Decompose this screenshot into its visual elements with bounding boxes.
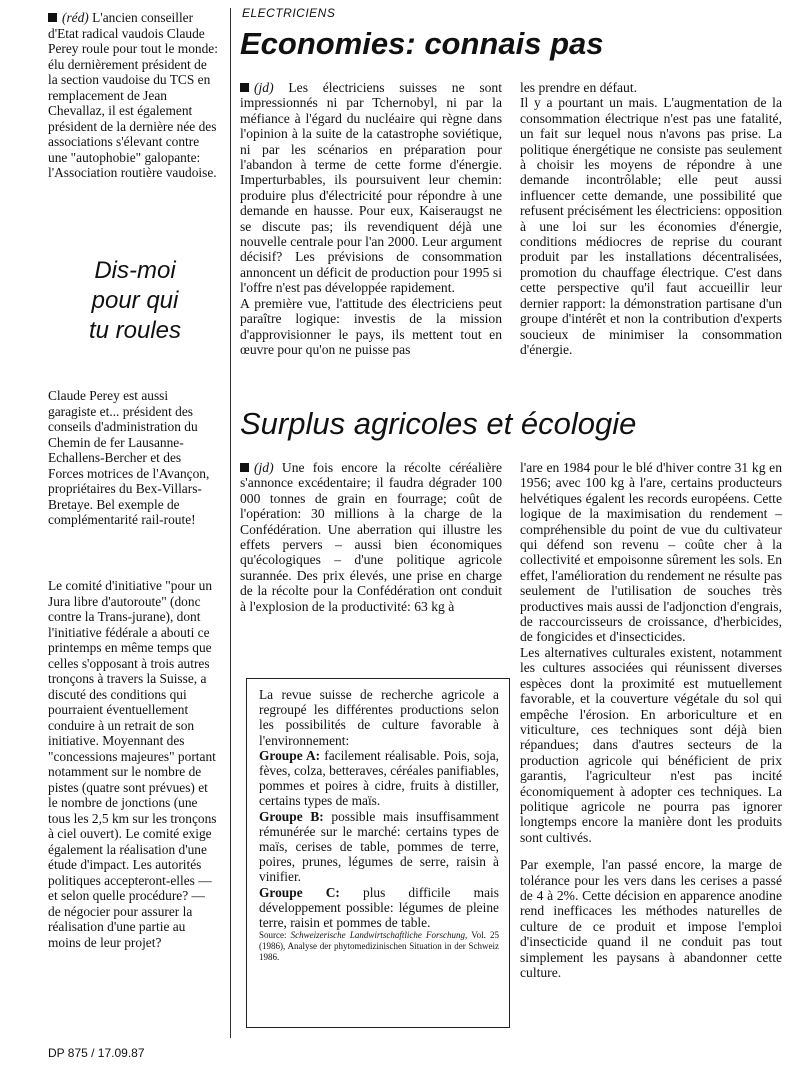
- left-para-1: [48, 388, 218, 528]
- box-source-label: Source:: [259, 930, 287, 941]
- article1-kicker: ELECTRICIENS: [242, 6, 336, 20]
- article2-col2-para2: Les alternatives culturales existent, notamment les cultures associées qui réunissent diverses espèces dont la proximité est mutuellement favorable, et la couverture végétale du sol qui empêche l'érosion. En arboriculture et en viticulture, ces techniques sont déjà bien répandues; dans d'autres secteurs de la production agricole qui bénéficient de prix garantis, l'agriculteur n'est pas incité économiquement à adopter ces techniques. La politique agricole ne pourra pas ignorer longtemps encore la manière dont les produits sont cultivés.: [520, 644, 782, 845]
- article1-col2-para2: Il y a pourtant un mais. L'augmentation de la consommation électrique n'est pas une fatalité, un fait sur lequel nous n'avons pas prise. La politique énergétique ne consiste pas seulement à choisir les moyens de répondre à une demande incontrôlable; elle peut aussi influencer cette demande, une possibilité que refusent précisément les électriciens: opposition à une loi sur les économies d'énergie, conditions médiocres de reprise du courant produit par les installations décentralisées, promotion du chauffage électrique. C'est dans cette perspective qu'il faut accueillir leur dernier rapport: la démonstration partisane d'un groupe d'intérêt et non la contribution d'experts soucieux de minimiser la consommation d'énergie.: [520, 95, 782, 357]
- article1-col1: [240, 80, 502, 357]
- pull-quote: [70, 256, 200, 346]
- pull-quote-line-1: Dis-moi: [94, 257, 176, 284]
- bullet-square-icon: [48, 13, 57, 22]
- article1-byline: (jd): [254, 80, 274, 95]
- article2-col2: [520, 460, 782, 980]
- box-group-c-text: plus difficile mais développement possible: légumes de pleine terre, raisin et pommes de table.: [259, 884, 499, 931]
- article1-headline: Economies: connais pas: [240, 26, 604, 61]
- article1-col1-para2: A première vue, l'attitude des électriciens peut paraître logique: investis de la mission d'approvisionner le pays, ils mettent tout en œuvre pour qu'on ne puisse pas: [240, 295, 502, 357]
- article2-col2-para1: l'are en 1984 pour le blé d'hiver contre 31 kg en 1956; avec 100 kg à l'are, certains producteurs helvétiques égalent les records européens. Cette logique de la maximisation du rendement – compréhensible du point de vue du cultivateur qui défend son revenu – coûte cher à la collectivité et empoisonne sûrement les sols. En effet, l'amélioration du rendement ne résulte pas seulement de l'utilisation de souches très productives mais aussi de l'adjonction d'engrais, de raccourcisseurs de croissance, d'herbicides, de fongicides et d'insecticides.: [520, 460, 782, 645]
- info-box-content: [259, 687, 499, 963]
- article2-col1-text: Une fois encore la récolte céréalière s'annonce excédentaire; il faudra dégrader 100 000 tonnes de grain en fourrage; coût de l'opération: 30 millions à la charge de la Confédération. Une aberration qui illustre les effets pervers – aussi bien économiques qu'écologiques – d'une politique agricole surannée. Des prix élevés, une prise en charge de la récolte pour la Confédération ont conduit à l'explosion de la productivité: 63 kg à: [240, 460, 502, 614]
- box-source-journal: Schweizerische Landwirtschaftliche Forschung,: [290, 930, 468, 941]
- left-para-2: [48, 578, 218, 950]
- bullet-square-icon: [240, 463, 249, 472]
- box-group-b-label: Groupe B:: [259, 808, 324, 824]
- bullet-square-icon: [240, 83, 249, 92]
- box-group-a: [259, 748, 499, 809]
- column-divider: [230, 8, 231, 1038]
- info-box: [246, 678, 510, 1028]
- pull-quote-line-2: pour qui: [91, 287, 179, 314]
- left-paragraph-2-text: Le comité d'initiative "pour un Jura libre d'autoroute" (donc contre la Trans-jurane), dont l'initiative fédérale a abouti ce printemps en même temps que celles s'opposant à trois autres tronçons à travers la Suisse, a discuté des conditions qui pourraient éventuellement conduire à un retrait de son initiative. Moyennant des "concessions majeures" portant notamment sur le nombre de pistes (quatre sont prévues) et le nombre de jonctions (une tous les 2,5 km sur les tronçons à ciel ouvert). Le comité exige également la réalisation d'une étude d'impact. Les autorités politiques accepteront-elles — et selon quelle procédure? — de négocier pour assurer la réalisation d'une partie au moins de leur projet?: [48, 578, 217, 950]
- left-paragraph-1-text: Claude Perey est aussi garagiste et... président des conseils d'administration du Chemin de fer Lausanne-Echallens-Bercher et des Forces motrices de l'Avançon, propriétaires du Bex-Villars-Bretaye. Bel exemple de complémentarité rail-route!: [48, 388, 210, 527]
- intro-text: L'ancien conseiller d'Etat radical vaudois Claude Perey roule pour tout le monde: élu dernièrement président de la section vaudoise du TCS en remplacement de Jean Chevallaz, il est également président de la dernière née des associations s'élevant contre une "autophobie" galopante: l'Association routière vaudoise.: [48, 10, 218, 180]
- article2-col1: [240, 460, 502, 614]
- box-group-c: [259, 885, 499, 931]
- article2-col2-para3: Par exemple, l'an passé encore, la marge de tolérance pour les vers dans les cerises a passé de 4 à 2%. Cette décision en apparence anodine rend inefficaces les méthodes naturelles de culture de ce produit et impose l'emploi d'insecticide quand il ne conduit pas tout simplement les paysans à abandonner cette culture.: [520, 857, 782, 980]
- issue-footer: DP 875 / 17.09.87: [48, 1046, 145, 1060]
- intro-tag: (réd): [62, 10, 89, 25]
- article1-col2: [520, 80, 782, 357]
- pull-quote-line-3: tu roules: [88, 317, 182, 344]
- article1-col1-text: Les électriciens suisses ne sont impressionnés ni par Tchernobyl, ni par la méfiance à l'égard du nucléaire qui règne dans l'opinion à la suite de la catastrophe soviétique, ni par les scénarios en préparation pour l'abandon à terme de cette forme d'énergie. Imperturbables, ils poursuivent leur chemin: produire plus d'électricité pour répondre à une demande en hausse. Pour eux, Kaiseraugst ne se discute pas; ils revendiquent déjà une nouvelle centrale pour l'an 2000. Leur argument décisif? Les prévisions de consommation annoncent un déficit de production pour 1995 si l'offre n'est pas développée rapidement.: [240, 80, 502, 296]
- box-intro: La revue suisse de recherche agricole a regroupé les différentes productions selon les possibilités de culture favorable à l'environnement:: [259, 687, 499, 748]
- article1-col2-para1: les prendre en défaut.: [520, 80, 638, 95]
- article2-headline: Surplus agricoles et écologie: [240, 406, 637, 441]
- box-group-c-label: Groupe C:: [259, 884, 340, 900]
- box-source: [259, 930, 499, 963]
- article2-byline: (jd): [254, 460, 274, 475]
- box-group-a-label: Groupe A:: [259, 747, 321, 763]
- box-group-a-text: facilement réalisable. Pois, soja, fèves, colza, betteraves, céréales panifiables, pommes et poires à cidre, fruits à distiller, certains types de maïs.: [259, 747, 499, 809]
- box-group-b: [259, 809, 499, 885]
- box-source-rest: Vol. 25 (1986), Analyse der phytomedizinischen Situation in der Schweiz 1986.: [259, 930, 500, 963]
- left-intro: [48, 10, 218, 181]
- box-group-b-text: possible mais insuffisamment rémunérée sur le marché: certains types de maïs, cerises de table, pommes de terre, poires, prunes, légumes de serre, raisin à vinifier.: [259, 808, 499, 885]
